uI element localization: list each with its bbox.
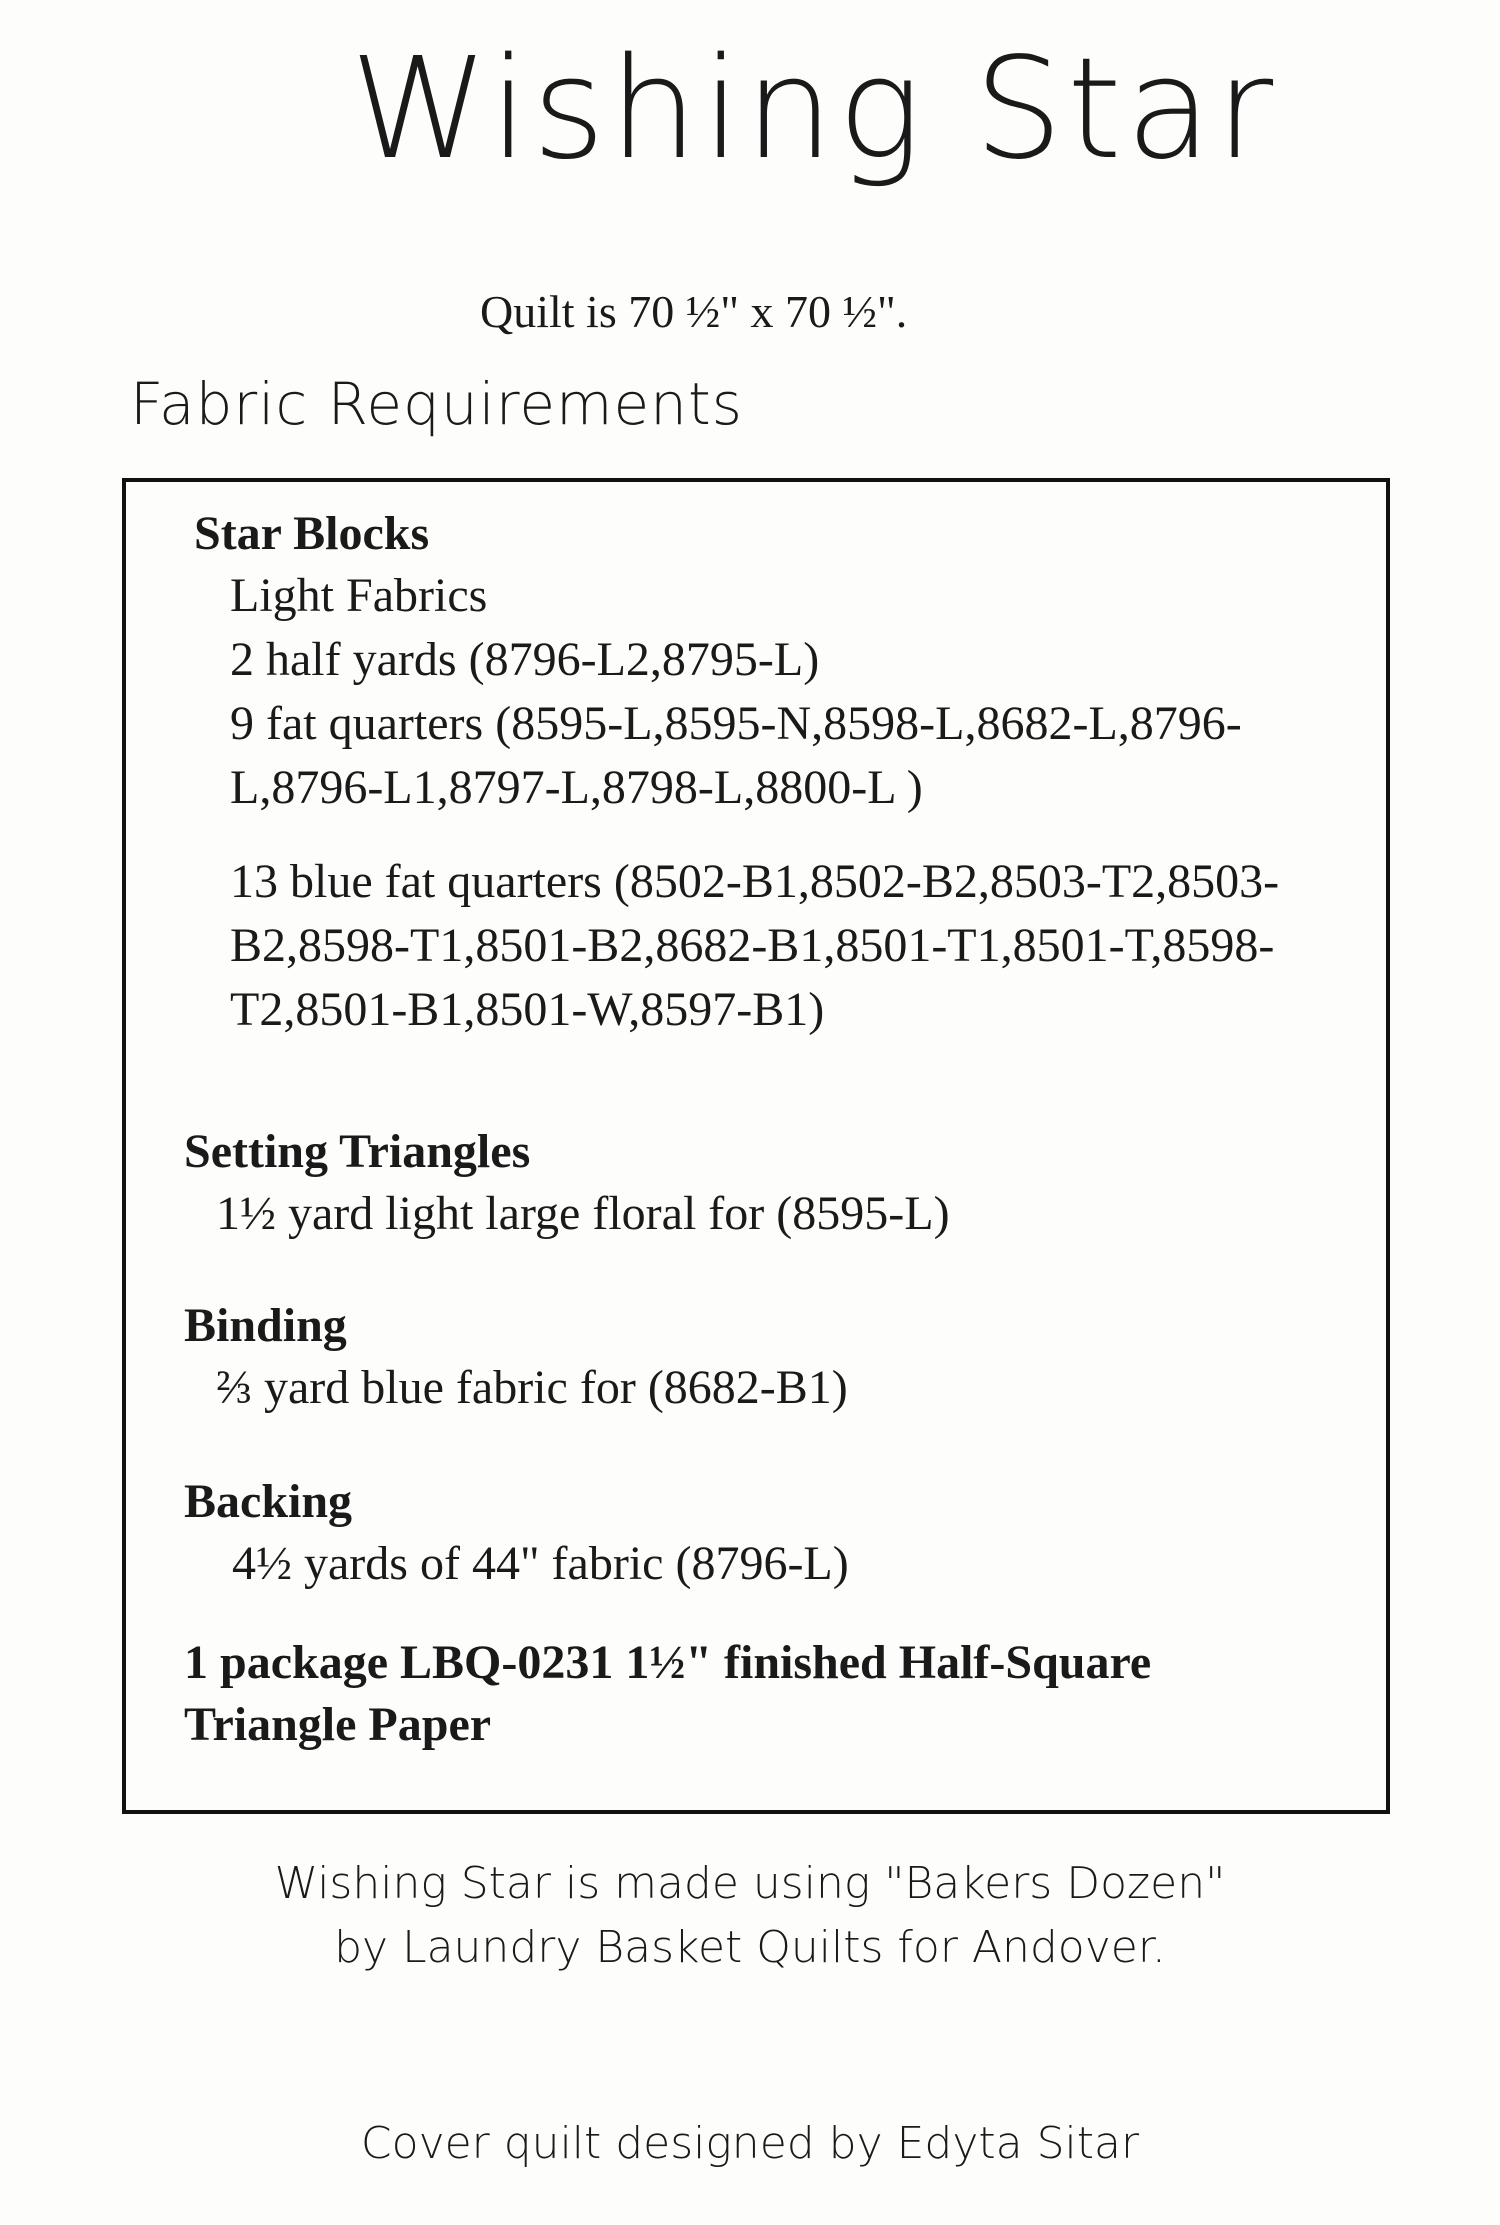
- designer-credit: Cover quilt designed by Edyta Sitar: [360, 2118, 1140, 2169]
- quilt-size-note: Quilt is 70 ½" x 70 ½".: [480, 286, 908, 337]
- paper-package-section: [184, 1632, 1384, 1756]
- list-item: B2,8598-T1,8501-B2,8682-B1,8501-T1,8501-T,8598-: [230, 919, 1275, 972]
- fabric-requirements-heading: Fabric Requirements: [130, 370, 743, 438]
- list-item: Light Fabrics: [230, 569, 488, 622]
- page-title: Wishing Star: [350, 28, 1278, 191]
- footer-line: by Laundry Basket Quilts for Andover.: [334, 1922, 1166, 1973]
- section-title: Star Blocks: [194, 507, 430, 560]
- list-item: 4½ yards of 44" fabric (8796-L): [232, 1537, 849, 1590]
- section-title: Backing: [184, 1475, 353, 1528]
- list-item: T2,8501-B1,8501-W,8597-B1): [230, 983, 825, 1036]
- list-item: Triangle Paper: [184, 1698, 492, 1751]
- binding-section: [184, 1296, 1384, 1420]
- list-item: L,8796-L1,8797-L,8798-L,8800-L ): [230, 761, 923, 814]
- list-item: 13 blue fat quarters (8502-B1,8502-B2,8503-T2,8503-: [230, 855, 1280, 908]
- fabric-requirements-box: [122, 478, 1390, 1814]
- list-item: 1½ yard light large floral for (8595-L): [216, 1187, 950, 1240]
- section-title: Binding: [184, 1299, 347, 1352]
- fabric-line-note: [0, 1852, 1500, 1980]
- setting-triangles-section: [184, 1122, 1384, 1246]
- footer-line: Wishing Star is made using "Bakers Dozen": [274, 1858, 1226, 1909]
- list-item: 2 half yards (8796-L2,8795-L): [230, 633, 820, 686]
- list-item: 9 fat quarters (8595-L,8595-N,8598-L,8682-L,8796-: [230, 697, 1242, 750]
- list-item: ⅔ yard blue fabric for (8682-B1): [216, 1361, 848, 1414]
- section-title: Setting Triangles: [184, 1125, 531, 1178]
- backing-section: [184, 1472, 1384, 1596]
- list-item: 1 package LBQ-0231 1½" finished Half-Square: [184, 1636, 1152, 1689]
- star-blocks-section: [184, 504, 1384, 1042]
